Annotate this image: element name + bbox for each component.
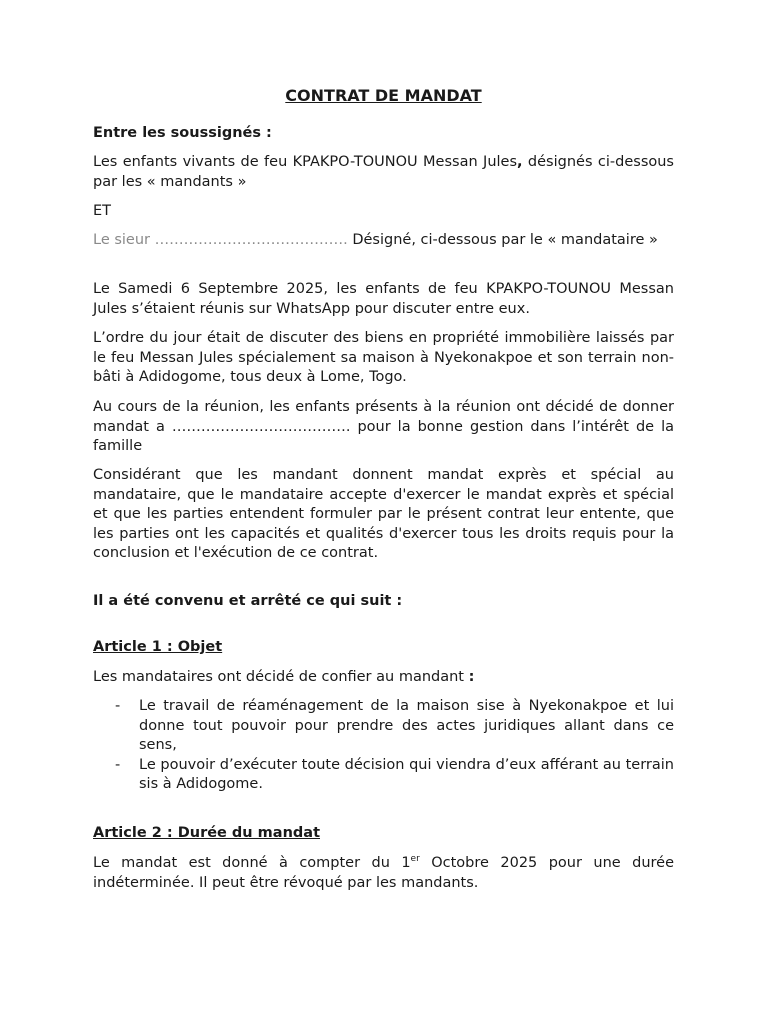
ordinal-superscript: er — [410, 854, 420, 864]
agenda-paragraph: L’ordre du jour était de discuter des biens en propriété immobilière laissés par le feu Messan Jules spécialement sa maison à Nyekonakpoe et son terrain non-bâti à Adidogome, tous deux à Lome, Togo. — [93, 330, 674, 385]
list-item-text: Le pouvoir d’exécuter toute décision qui viendra d’eux afférant au terrain sis à Adidogome. — [139, 756, 674, 792]
agreement-heading: Il a été convenu et arrêté ce qui suit : — [93, 593, 403, 609]
sieur-placeholder: Le sieur …………………………………. — [93, 232, 348, 248]
article-1-intro — [93, 668, 674, 688]
meeting-paragraph: Le Samedi 6 Septembre 2025, les enfants de feu KPAKPO-TOUNOU Messan Jules s’étaient réunis sur WhatsApp pour discuter entre eux. — [93, 281, 674, 317]
article-1-intro-text: Les mandataires ont décidé de confier au mandant — [93, 669, 469, 685]
list-item — [93, 697, 674, 756]
article-2-text — [93, 854, 674, 893]
article-1-heading: Article 1 : Objet — [93, 639, 223, 655]
mandataire-paragraph — [93, 231, 674, 251]
article-2-heading: Article 2 : Durée du mandat — [93, 825, 320, 841]
list-item — [93, 756, 674, 795]
list-item-text: Le travail de réaménagement de la maison sise à Nyekonakpoe et lui donne tout pouvoir pour prendre des actes juridiques allant dans ce sens, — [139, 698, 674, 753]
et-separator: ET — [93, 203, 112, 219]
article-2-text-end: Octobre 2025 pour une durée indéterminée. Il peut être révoqué par les mandants. — [93, 855, 674, 891]
mandants-text: Les enfants vivants de feu KPAKPO-TOUNOU Messan Jules — [93, 154, 518, 170]
bullet-dash: - — [115, 698, 121, 714]
mandants-comma: , — [517, 154, 523, 170]
mandants-paragraph — [93, 153, 674, 192]
article-1-list — [93, 697, 674, 795]
bullet-dash: - — [115, 756, 121, 773]
considering-paragraph: Considérant que les mandant donnent mandat exprès et spécial au mandataire, que le mandataire accepte d'exercer le mandat exprès et spécial et que les parties entendent formuler par le présent contrat leur entente, que les parties ont les capacités et qualités d'exercer tous les droits requis pour la conclusion et l'exécution de ce contrat. — [93, 467, 674, 561]
decision-paragraph: Au cours de la réunion, les enfants présents à la réunion ont décidé de donner mandat a ………………………………. pour la bonne gestion dans l’intérêt de la famille — [93, 399, 674, 454]
article-1-intro-colon: : — [468, 669, 475, 685]
article-2-text-start: Le mandat est donné à compter du 1 — [93, 855, 411, 871]
document-title: CONTRAT DE MANDAT — [285, 86, 482, 105]
mandants-designation: désignés ci-dessous par les « mandants » — [93, 154, 674, 190]
mandataire-designation: Désigné, ci-dessous par le « mandataire » — [347, 232, 658, 248]
parties-heading: Entre les soussignés : — [93, 125, 272, 141]
